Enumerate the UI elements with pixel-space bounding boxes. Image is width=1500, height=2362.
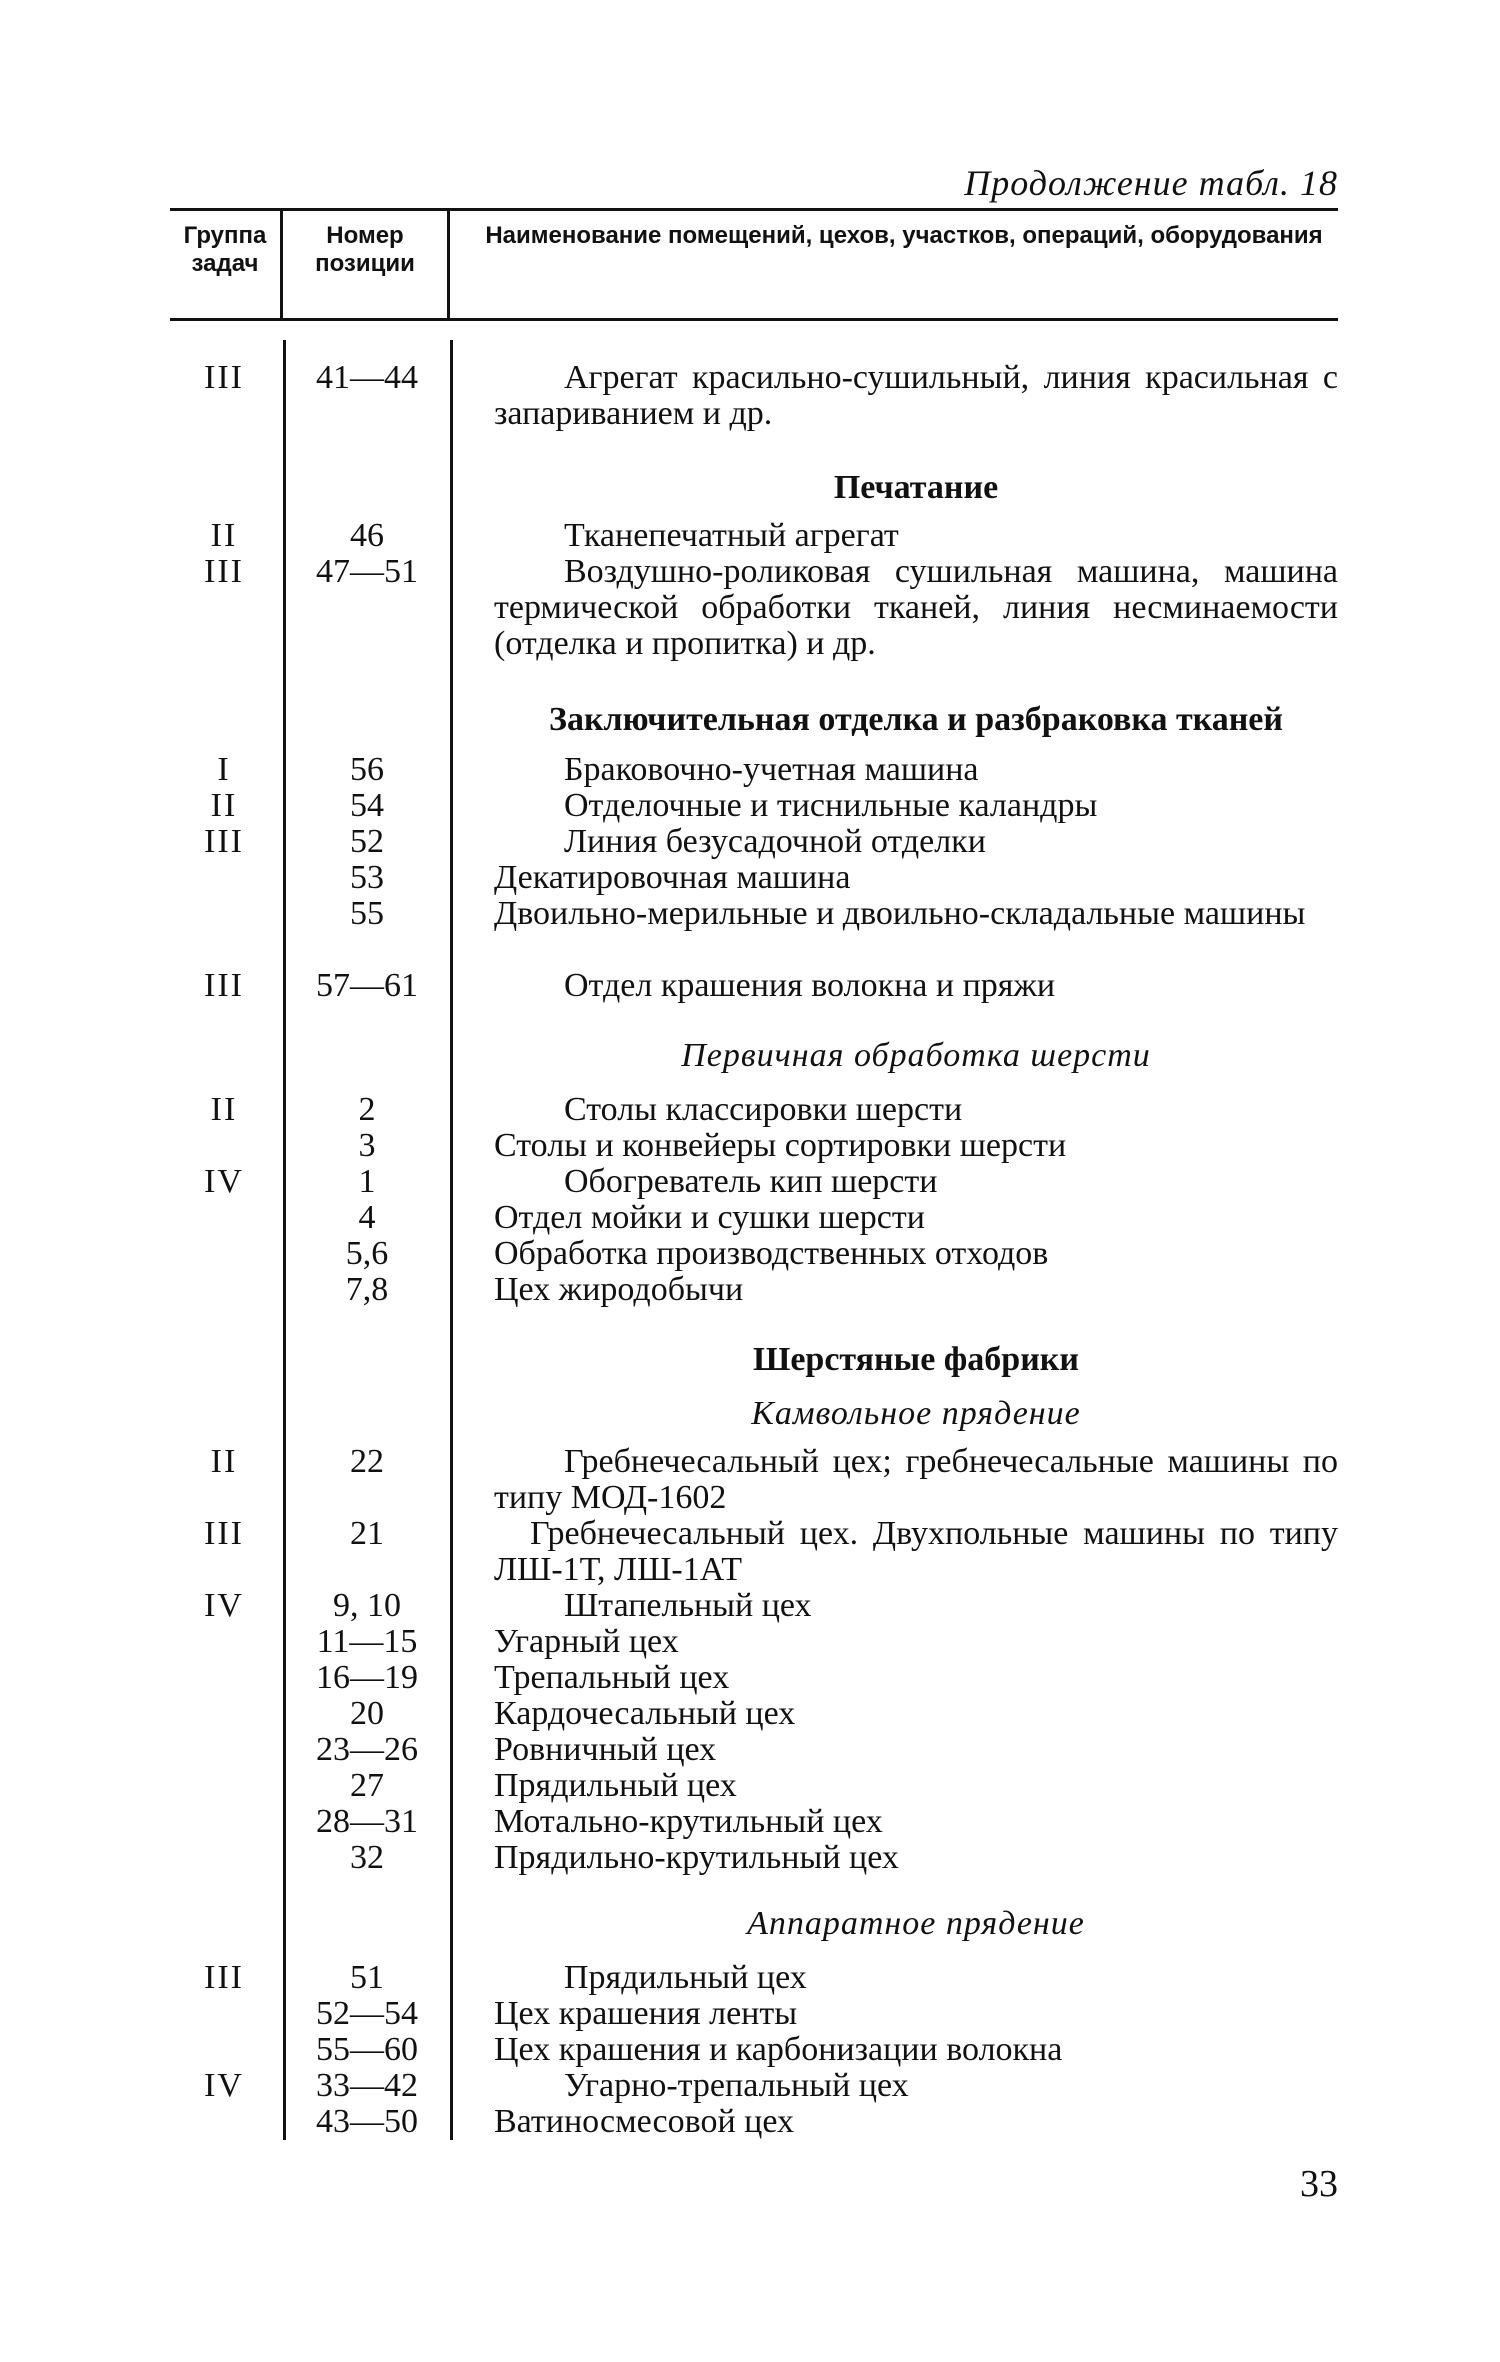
name-cell: Цех жиродобычи <box>494 1271 744 1308</box>
group-cell: III <box>204 1959 244 1996</box>
header-bottom-rule <box>170 318 1338 321</box>
name-cell: Трепальный цех <box>494 1659 730 1696</box>
position-cell: 43—50 <box>316 2103 418 2140</box>
group-cell: II <box>210 1091 238 1128</box>
position-cell: 27 <box>350 1767 384 1804</box>
group-cell: III <box>204 553 244 590</box>
name-cell: Агрегат красильно-сушильный, линия красильная с запариванием и др. <box>494 359 1338 432</box>
header-group: Группа задач <box>183 222 267 277</box>
name-cell: Столы и конвейеры сортировки шерсти <box>494 1127 1067 1164</box>
name-cell: Воздушно-роликовая сушильная машина, машина термической обработки тканей, линия несминаемости (отделка и пропитка) и др. <box>494 553 1338 662</box>
group-cell: III <box>204 823 244 860</box>
name-cell: Браковочно-учетная машина <box>564 751 979 788</box>
name-cell: Цех крашения ленты <box>494 1995 798 2032</box>
name-cell: Декатировочная машина <box>494 859 851 896</box>
group-cell: I <box>217 751 231 788</box>
position-cell: 5,6 <box>345 1235 389 1272</box>
position-cell: 57—61 <box>316 967 418 1004</box>
section-subheading: Аппаратное прядение <box>747 1905 1085 1942</box>
position-cell: 33—42 <box>316 2067 418 2104</box>
name-cell: Мотально-крутильный цех <box>494 1803 883 1840</box>
position-cell: 11—15 <box>316 1623 418 1660</box>
name-cell: Цех крашения и карбонизации волокна <box>494 2031 1063 2068</box>
group-cell: II <box>210 1443 238 1480</box>
position-cell: 7,8 <box>345 1271 389 1308</box>
position-cell: 22 <box>350 1443 384 1480</box>
position-cell: 9, 10 <box>333 1587 401 1624</box>
position-cell: 28—31 <box>316 1803 418 1840</box>
name-cell: Столы классировки шерсти <box>564 1091 963 1128</box>
name-cell: Линия безусадочной отделки <box>564 823 986 860</box>
position-cell: 23—26 <box>316 1731 418 1768</box>
name-cell: Обработка производственных отходов <box>494 1235 1049 1272</box>
position-cell: 20 <box>350 1695 384 1732</box>
page-number: 33 <box>1300 2163 1338 2205</box>
position-cell: 51 <box>350 1959 384 1996</box>
name-cell: Гребнечесальный цех. Двухпольные машины по типу ЛШ-1Т, ЛШ-1АТ <box>494 1515 1338 1588</box>
position-cell: 16—19 <box>316 1659 418 1696</box>
name-cell: Ровничный цех <box>494 1731 717 1768</box>
position-cell: 54 <box>350 787 384 824</box>
column-divider-2 <box>450 340 453 2140</box>
name-cell: Прядильный цех <box>564 1959 807 1996</box>
position-cell: 52—54 <box>316 1995 418 2032</box>
name-cell: Двоильно-мерильные и двоильно-складальные машины <box>494 895 1306 932</box>
header-name: Наименование помещений, цехов, участков, операций, оборудования <box>485 222 1323 249</box>
position-cell: 47—51 <box>316 553 418 590</box>
name-cell: Обогреватель кип шерсти <box>564 1163 938 1200</box>
position-cell: 52 <box>350 823 384 860</box>
position-cell: 4 <box>358 1199 376 1236</box>
name-cell: Отдел крашения волокна и пряжи <box>564 967 1056 1004</box>
position-cell: 55—60 <box>316 2031 418 2068</box>
position-cell: 46 <box>350 517 384 554</box>
position-cell: 2 <box>358 1091 376 1128</box>
position-cell: 1 <box>358 1163 376 1200</box>
group-cell: II <box>210 787 238 824</box>
name-cell: Прядильно-крутильный цех <box>494 1839 899 1876</box>
group-cell: III <box>204 1515 244 1552</box>
position-cell: 3 <box>358 1127 376 1164</box>
position-cell: 55 <box>350 895 384 932</box>
section-heading: Первичная обработка шерсти <box>681 1037 1151 1074</box>
section-heading: Заключительная отделка и разбраковка тканей <box>549 701 1283 738</box>
name-cell: Ватиносмесовой цех <box>494 2103 794 2140</box>
name-cell: Отдел мойки и сушки шерсти <box>494 1199 925 1236</box>
section-subheading: Камвольное прядение <box>751 1395 1081 1432</box>
header-top-rule <box>170 208 1338 211</box>
name-cell: Угарный цех <box>494 1623 679 1660</box>
name-cell: Отделочные и тиснильные каландры <box>564 787 1098 824</box>
name-cell: Тканепечатный агрегат <box>564 517 899 554</box>
header-position: Номер позиции <box>315 222 415 277</box>
position-cell: 32 <box>350 1839 384 1876</box>
position-cell: 21 <box>350 1515 384 1552</box>
name-cell: Гребнечесальный цех; гребнечесальные машины по типу МОД-1602 <box>494 1443 1338 1516</box>
name-cell: Прядильный цех <box>494 1767 737 1804</box>
group-cell: IV <box>204 1163 244 1200</box>
group-cell: III <box>204 359 244 396</box>
section-heading: Печатание <box>833 469 999 506</box>
group-cell: IV <box>204 1587 244 1624</box>
group-cell: III <box>204 967 244 1004</box>
position-cell: 41—44 <box>316 359 418 396</box>
name-cell: Угарно-трепальный цех <box>564 2067 909 2104</box>
group-cell: IV <box>204 2067 244 2104</box>
table-caption: Продолжение табл. 18 <box>964 163 1338 203</box>
name-cell: Кардочесальный цех <box>494 1695 796 1732</box>
name-cell: Штапельный цех <box>564 1587 812 1624</box>
header-divider-2 <box>447 210 450 320</box>
position-cell: 56 <box>350 751 384 788</box>
section-heading: Шерстяные фабрики <box>752 1341 1079 1378</box>
group-cell: II <box>210 517 238 554</box>
position-cell: 53 <box>350 859 384 896</box>
